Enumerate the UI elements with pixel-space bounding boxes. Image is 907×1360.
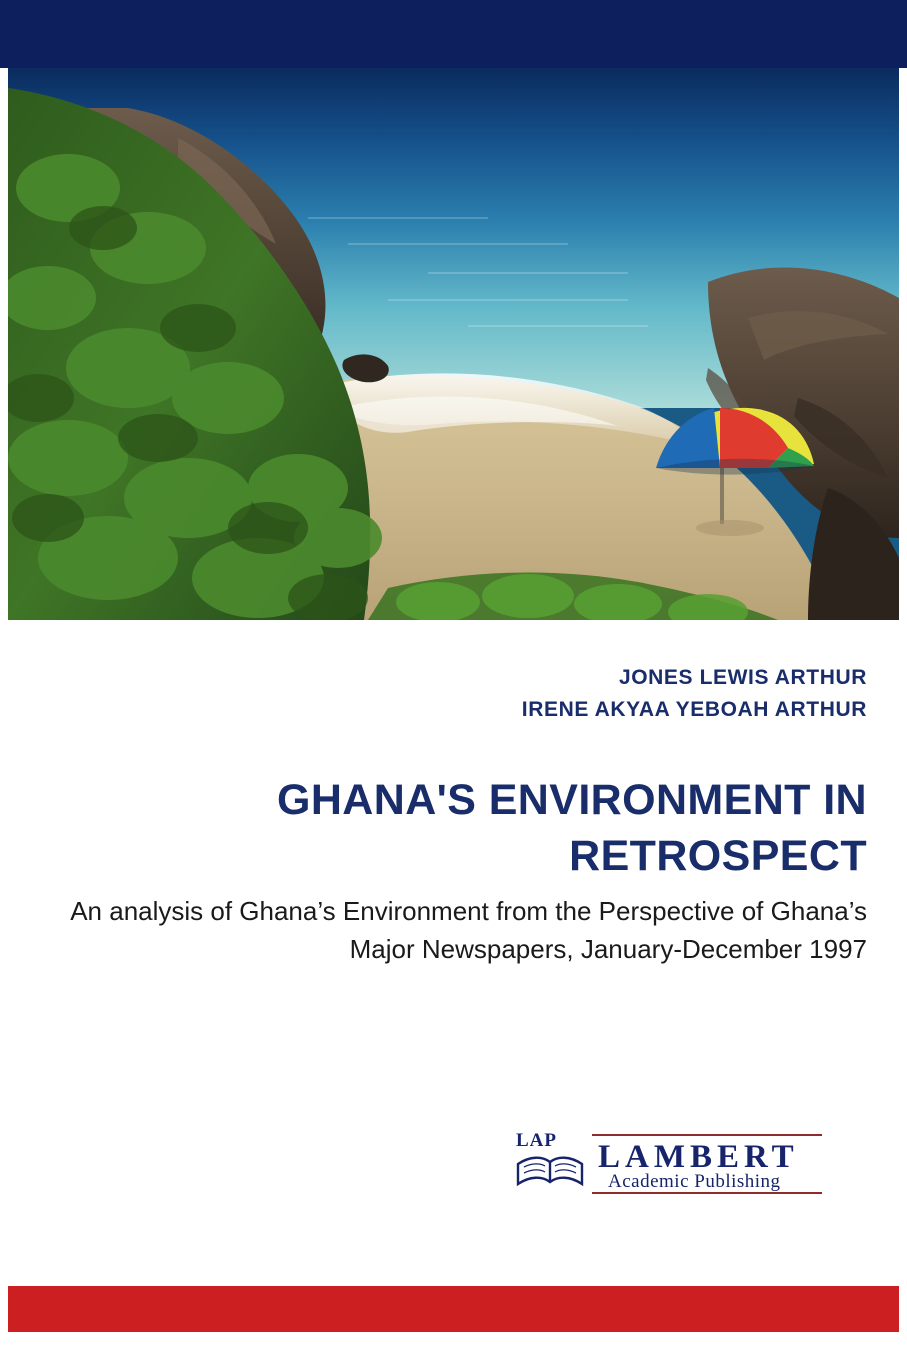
publisher-mark-text: LAP bbox=[516, 1130, 557, 1151]
cover-photo-illustration bbox=[8, 68, 899, 620]
publisher-tagline: Academic Publishing bbox=[608, 1171, 781, 1192]
top-color-band bbox=[0, 0, 907, 68]
book-subtitle: An analysis of Ghana’s Environment from the Perspective of Ghana’s Major Newspapers, January-December 1997 bbox=[70, 896, 867, 964]
author-name-2: IRENE AKYAA YEBOAH ARTHUR bbox=[521, 698, 867, 721]
publisher-rule-top bbox=[592, 1134, 822, 1136]
book-title: GHANA'S ENVIRONMENT IN RETROSPECT bbox=[277, 776, 867, 880]
author-name-1: JONES LEWIS ARTHUR bbox=[618, 666, 867, 689]
cover-photo bbox=[8, 68, 899, 620]
author-block bbox=[0, 662, 867, 726]
bottom-color-band bbox=[8, 1286, 899, 1332]
publisher-logo bbox=[512, 1128, 822, 1204]
publisher-rule-bottom bbox=[592, 1192, 822, 1194]
publisher-name: LAMBERT bbox=[598, 1139, 799, 1175]
title-block bbox=[0, 772, 867, 884]
subtitle-block bbox=[0, 892, 867, 968]
